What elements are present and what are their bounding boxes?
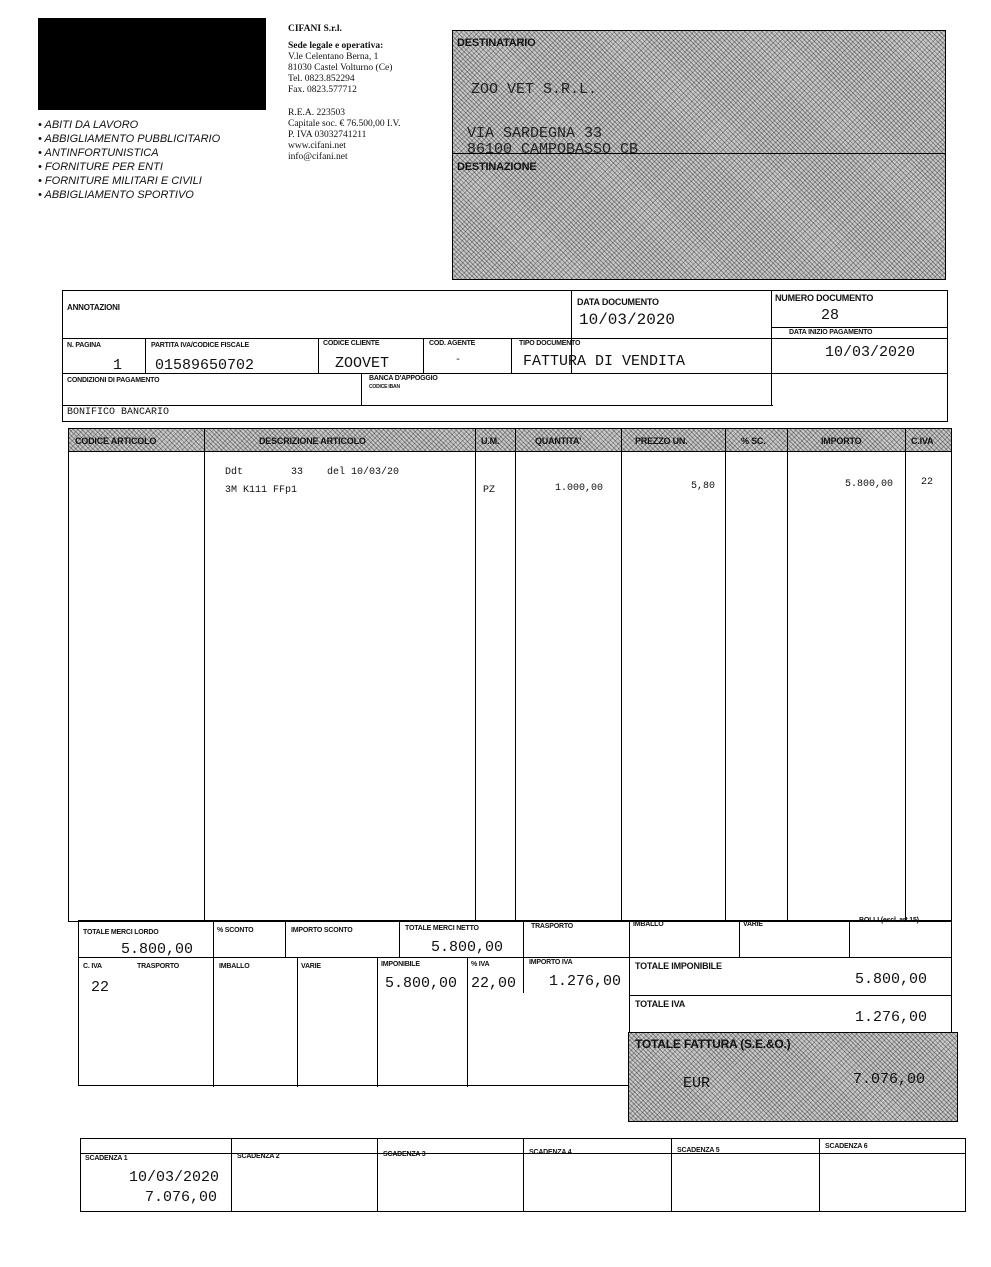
- col-sconto: % SC.: [741, 436, 766, 446]
- scadenze-box: [80, 1138, 966, 1212]
- scadenza-1-importo: 7.076,00: [145, 1189, 218, 1206]
- totale-merci-lordo: 5.800,00: [121, 941, 194, 958]
- company-address-line: Fax. 0823.577712: [288, 85, 357, 95]
- imballo-label: IMBALLO: [633, 921, 664, 928]
- company-info: [288, 24, 448, 163]
- col-quantita: QUANTITA': [535, 436, 582, 446]
- pct-iva: 22,00: [471, 975, 517, 992]
- data-documento: 10/03/2020: [579, 311, 676, 329]
- totale-fattura-box: [628, 1032, 958, 1122]
- imballo2-label: IMBALLO: [219, 963, 250, 970]
- item-prezzo: 5,80: [690, 481, 715, 492]
- totale-iva: 1.276,00: [855, 1009, 928, 1026]
- company-reg-line: www.cifani.net: [288, 141, 346, 151]
- destination-label: DESTINAZIONE: [457, 161, 537, 173]
- n-pagina: 1: [113, 357, 123, 374]
- importo-iva: 1.276,00: [549, 973, 622, 990]
- pct-iva-label: % IVA: [471, 961, 490, 968]
- totale-iva-label: TOTALE IVA: [635, 999, 686, 1009]
- data-inizio: 10/03/2020: [825, 344, 916, 361]
- redacted-logo: [38, 18, 266, 110]
- col-um: U.M.: [481, 436, 500, 446]
- service-item: • FORNITURE MILITARI E CIVILI: [38, 175, 202, 187]
- company-address-line: 81030 Castel Volturno (Ce): [288, 63, 393, 73]
- totale-imponibile: 5.800,00: [855, 971, 928, 988]
- service-item: • FORNITURE PER ENTI: [38, 161, 163, 173]
- scadenza-4-label: SCADENZA 4: [529, 1149, 572, 1156]
- col-codice: CODICE ARTICOLO: [75, 436, 157, 446]
- header-box: [62, 290, 948, 422]
- scadenza-3-label: SCADENZA 3: [383, 1151, 426, 1158]
- service-item: • ABITI DA LAVORO: [38, 119, 139, 131]
- totale-merci-netto: 5.800,00: [431, 939, 504, 956]
- totale-merci-netto-label: TOTALE MERCI NETTO: [405, 925, 479, 932]
- scadenza-1-label: SCADENZA 1: [85, 1155, 128, 1162]
- company-reg-line: info@cifani.net: [288, 152, 348, 162]
- n-pagina-label: N. PAGINA: [67, 342, 101, 349]
- company-address-line: V.le Celentano Berna, 1: [288, 52, 379, 62]
- items-table: [68, 428, 952, 922]
- col-prezzo: PREZZO UN.: [635, 436, 688, 446]
- item-importo: 5.800,00: [844, 479, 893, 490]
- data-inizio-label: DATA INIZIO PAGAMENTO: [789, 329, 873, 336]
- scadenza-1-data: 10/03/2020: [129, 1169, 220, 1186]
- totale-fattura: 7.076,00: [853, 1071, 926, 1088]
- service-item: • ANTINFORTUNISTICA: [38, 147, 159, 159]
- trasporto2-label: TRASPORTO: [137, 963, 180, 970]
- company-name: CIFANI S.r.l.: [288, 24, 342, 34]
- company-reg-line: Capitale soc. € 76.500,00 I.V.: [288, 119, 401, 129]
- col-descrizione: DESCRIZIONE ARTICOLO: [259, 436, 366, 446]
- condizioni-label: CONDIZIONI DI PAGAMENTO: [67, 377, 160, 384]
- item-um: PZ: [483, 485, 496, 496]
- cod-agente-label: COD. AGENTE: [429, 340, 476, 347]
- company-address-line: Sede legale e operativa:: [288, 41, 384, 51]
- sconto-pct-label: % SCONTO: [217, 927, 254, 934]
- numero-documento: 28: [821, 307, 840, 324]
- varie2-label: VARIE: [301, 963, 321, 970]
- recipient-box: [452, 30, 946, 280]
- banca-label: BANCA D'APPOGGIO: [369, 375, 438, 382]
- cod-agente: -: [455, 355, 462, 366]
- importo-iva-label: IMPORTO IVA: [529, 959, 573, 966]
- totale-fattura-label: TOTALE FATTURA (S.E.&O.): [635, 1037, 791, 1051]
- item-descrizione: 3M K111 FFp1: [225, 485, 298, 496]
- company-address-line: Tel. 0823.852294: [288, 74, 355, 84]
- valuta: EUR: [683, 1075, 711, 1092]
- tipo-documento-label: TIPO DOCUMENTO: [519, 340, 581, 347]
- recipient-street: VIA SARDEGNA 33: [467, 125, 603, 142]
- data-documento-label: DATA DOCUMENTO: [577, 297, 659, 307]
- annotazioni-label: ANNOTAZIONI: [67, 303, 120, 312]
- imponibile: 5.800,00: [385, 975, 458, 992]
- condizioni: BONIFICO BANCARIO: [67, 407, 170, 418]
- items-header: [69, 429, 951, 451]
- recipient-city: 86100 CAMPOBASSO CB: [467, 141, 639, 158]
- civa-label: C. IVA: [83, 963, 102, 970]
- recipient-name: ZOO VET S.R.L.: [471, 81, 598, 98]
- scadenza-5-label: SCADENZA 5: [677, 1147, 720, 1154]
- recipient-label: DESTINATARIO: [457, 37, 536, 49]
- service-item: • ABBIGLIAMENTO PUBBLICITARIO: [38, 133, 221, 145]
- services-list: [38, 118, 278, 202]
- partita-iva: 01589650702: [155, 357, 255, 374]
- col-importo: IMPORTO: [821, 436, 862, 446]
- scadenza-6-label: SCADENZA 6: [825, 1143, 868, 1150]
- partita-iva-label: PARTITA IVA/CODICE FISCALE: [151, 342, 249, 349]
- item-descrizione: Ddt 33 del 10/03/20: [225, 467, 400, 478]
- item-civa: 22: [921, 477, 934, 488]
- varie-label: VARIE: [743, 921, 763, 928]
- totale-imponibile-label: TOTALE IMPONIBILE: [635, 961, 722, 971]
- scadenza-2-label: SCADENZA 2: [237, 1153, 280, 1160]
- civa-value: 22: [91, 979, 110, 996]
- bolli-label: BOLLI (escl. art.15): [859, 917, 919, 924]
- codice-cliente-label: CODICE CLIENTE: [323, 340, 380, 347]
- company-reg-line: R.E.A. 223503: [288, 108, 345, 118]
- importo-sconto-label: IMPORTO SCONTO: [291, 927, 353, 934]
- item-quantita: 1.000,00: [554, 483, 603, 494]
- imponibile-label: IMPONIBILE: [381, 961, 420, 968]
- banca-sub: CODICE IBAN: [369, 384, 400, 390]
- company-reg-line: P. IVA 03032741211: [288, 130, 367, 140]
- service-item: • ABBIGLIAMENTO SPORTIVO: [38, 189, 194, 201]
- trasporto-label: TRASPORTO: [531, 923, 574, 930]
- codice-cliente: ZOOVET: [335, 355, 390, 372]
- col-civa: C.IVA: [911, 436, 934, 446]
- numero-documento-label: NUMERO DOCUMENTO: [775, 293, 874, 303]
- tipo-documento: FATTURA DI VENDITA: [523, 353, 686, 370]
- totale-merci-lordo-label: TOTALE MERCI LORDO: [83, 929, 159, 936]
